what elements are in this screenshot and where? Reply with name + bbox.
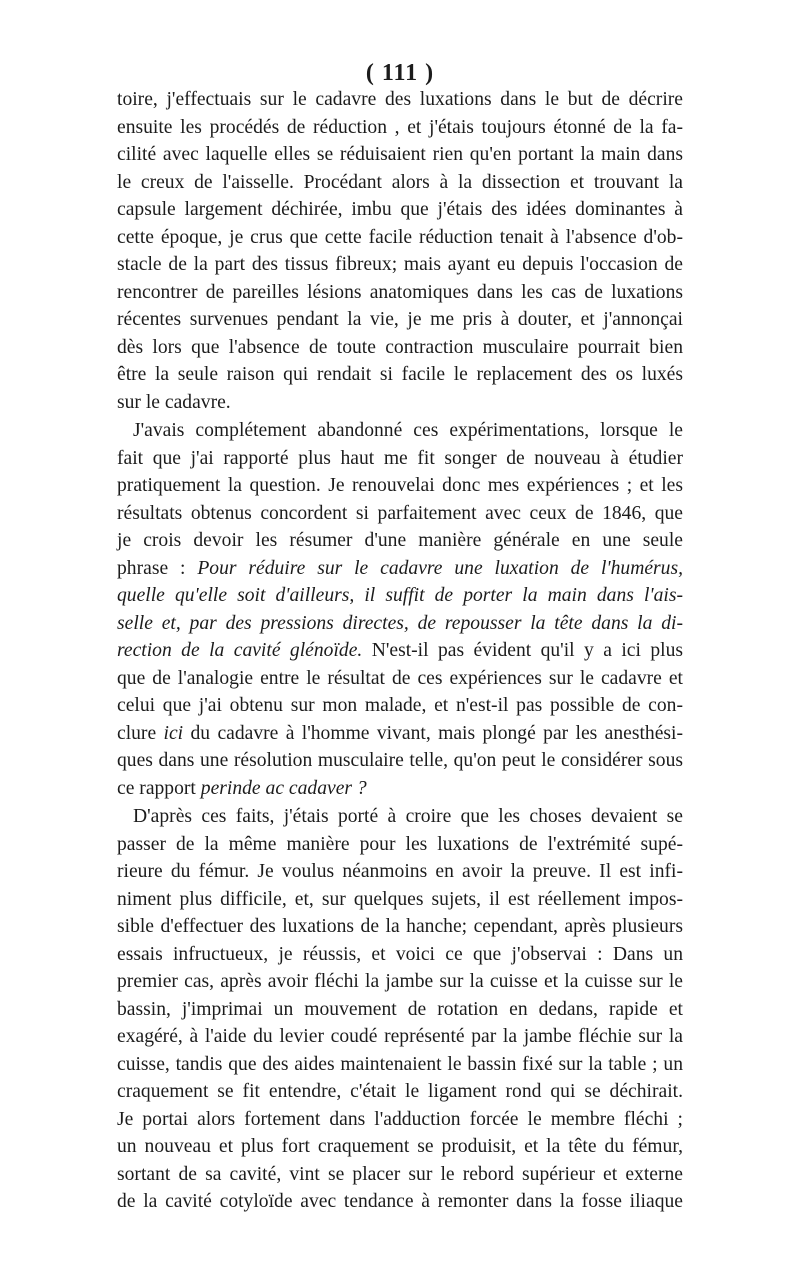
italic-run: perinde ac cadaver ? (200, 777, 367, 799)
text-line: sur le cadavre. (117, 391, 231, 413)
text-line: un nouveau et plus fort craquement se produisit, et la tête du fémur, (117, 1136, 683, 1157)
text-line: sortant de sa cavité, vint se placer sur le rebord supérieur et externe (117, 1163, 683, 1185)
text-line: craquement se fit entendre, c'était le ligament rond qui se déchirait. (117, 1081, 683, 1102)
text-line: cilité avec laquelle elles se réduisaient rien qu'en portant la main dans (117, 144, 683, 165)
italic-run: quelle qu'elle soit d'ailleurs, il suffit de porter la main dans l'ais- (117, 585, 683, 606)
text-line: niment plus difficile, et, sur quelques sujets, il est réellement impos- (117, 888, 683, 910)
paragraph-2 (117, 417, 683, 802)
italic-run: ici (163, 722, 184, 744)
text-run: clure (117, 722, 164, 744)
text-line: ensuite les procédés de réduction , et j'étais toujours étonné de la fa- (117, 116, 683, 138)
text-run: N'est-il pas évident qu'il y a ici plus (362, 640, 683, 661)
text-line: premier cas, après avoir fléchi la jambe sur la cuisse et la cuisse sur le (117, 971, 683, 992)
text-line: être la seule raison qui rendait si facile le replacement des os luxés (117, 364, 683, 385)
text-line: je crois devoir les résumer d'une manière générale en une seule (117, 530, 683, 551)
text-line: dès lors que l'absence de toute contraction musculaire pourrait bien (117, 336, 683, 358)
text-line: pratiquement la question. Je renouvelai donc mes expériences ; et les (117, 475, 683, 496)
text-line: le creux de l'aisselle. Procédant alors à la dissection et trouvant la (117, 171, 683, 193)
text-line: stacle de la part des tissus fibreux; mais ayant eu depuis l'occasion de (117, 254, 683, 275)
text-line: exagéré, à l'aide du levier coudé représenté par la jambe fléchie sur la (117, 1026, 683, 1047)
text-line: essais infructueux, je réussis, et voici ce que j'observai : Dans un (117, 943, 683, 965)
paragraph-1 (117, 86, 683, 416)
text-line: rieure du fémur. Je voulus néanmoins en avoir la preuve. Il est infi- (117, 861, 683, 882)
text-line: J'avais complétement abandonné ces expérimentations, lorsque le (133, 420, 683, 441)
text-line: Je portai alors fortement dans l'adduction forcée le membre fléchi ; (117, 1108, 683, 1130)
text-line: capsule largement déchirée, imbu que j'étais des idées dominantes à (117, 199, 683, 220)
text-line: celui que j'ai obtenu sur mon malade, et n'est-il pas possible de con- (117, 695, 683, 716)
text-line: résultats obtenus concordent si parfaitement avec ceux de 1846, que (117, 502, 683, 524)
text-line (117, 775, 683, 803)
text-run: ce rapport (117, 777, 201, 799)
text-line: toire, j'effectuais sur le cadavre des luxations dans le but de décrire (117, 89, 683, 110)
italic-run: rection de la cavité glénoïde. (117, 640, 363, 661)
text-line: que de l'analogie entre le résultat de ces expériences sur le cadavre et (117, 667, 683, 689)
text-line (117, 555, 683, 583)
italic-run: Pour réduire sur le cadavre une luxation de l'humérus, (197, 557, 683, 579)
text-line: de la cavité cotyloïde avec tendance à remonter dans la fosse iliaque (117, 1191, 683, 1212)
text-run: du cadavre à l'homme vivant, mais plongé par les anesthési- (183, 722, 684, 744)
text-line: sible d'effectuer des luxations de la hanche; cependant, après plusieurs (117, 916, 683, 937)
text-line (117, 637, 683, 665)
paragraph-3 (117, 803, 683, 1216)
text-line: D'après ces faits, j'étais porté à croire que les choses devaient se (133, 806, 683, 827)
text-line (117, 720, 683, 748)
text-line: bassin, j'imprimai un mouvement de rotation en dedans, rapide et (117, 998, 683, 1020)
text-line: récentes survenues pendant la vie, je me pris à douter, et j'annonçai (117, 309, 683, 330)
text-run: phrase : (117, 557, 198, 579)
text-line: cette époque, je crus que cette facile réduction tenait à l'absence d'ob- (117, 226, 683, 248)
text-line: passer de la même manière pour les luxations de l'extrémité supé- (117, 833, 683, 855)
text-line (117, 610, 683, 638)
text-line: cuisse, tandis que des aides maintenaient le bassin fixé sur la table ; un (117, 1053, 683, 1075)
italic-run: selle et, par des pressions directes, de repousser la tête dans la di- (117, 612, 683, 634)
body-text (117, 86, 683, 1216)
page-number: ( 111 ) (365, 60, 435, 86)
text-line (117, 582, 683, 610)
text-line: rencontrer de pareilles lésions anatomiques dans les cas de luxations (117, 281, 683, 303)
text-line: fait que j'ai rapporté plus haut me fit songer de nouveau à étudier (117, 447, 683, 469)
text-line: ques dans une résolution musculaire telle, qu'on peut le considérer sous (117, 750, 683, 771)
